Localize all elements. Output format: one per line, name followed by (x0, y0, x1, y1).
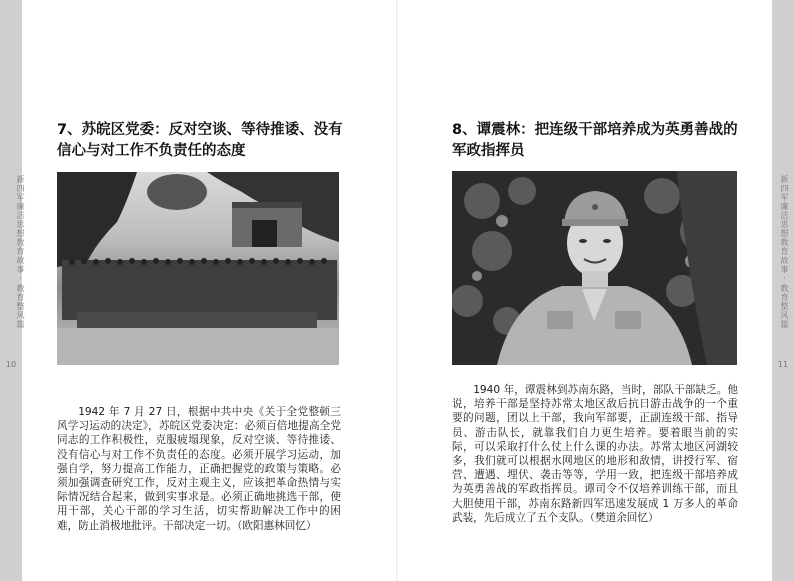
left-paragraph: 1942 年 7 月 27 日，根据中共中央《关于全党整顿三风学习运动的决定》，苏皖区党委决定：必须百倍地提高全党同志的工作积极性，克服疲塌现象，反对空谈、等待推诿、没有信心与对工作不负责任的态度。必须开展学习运动，加强自学，努力提高工作能力，正确把握党的政策与策略。必须加强调查研究工作，反对主观主义，应该把革命热情与实际情况结合起来，做到实事求是。必须正确地挑选干部，使用干部，关心干部的学习生活，切实帮助解决工作中的困难，防止消极地批评。干部决定一切。（欧阳惠林回忆） (57, 406, 341, 532)
right-page-number: 11 (777, 360, 789, 369)
right-running-header: 新四军廉洁思想教育故事·教育整风篇 (780, 175, 789, 329)
left-running-header: 新四军廉洁思想教育故事·教育整风篇 (16, 175, 25, 329)
right-section-title: 8、谭震林：把连级干部培养成为英勇善战的军政指挥员 (452, 122, 738, 159)
left-page-number: 10 (5, 360, 17, 369)
right-body-text (452, 383, 738, 525)
left-section-title: 7、苏皖区党委：反对空谈、等待推诿、没有信心与对工作不负责任的态度 (57, 122, 343, 159)
left-body-text (57, 405, 341, 533)
group-photo (57, 172, 339, 365)
book-spine (396, 0, 398, 581)
right-paragraph: 1940 年，谭震林到苏南东路，当时，部队干部缺乏。他说，培养干部是坚持苏常太地区敌后抗日游击战争的一个重要的问题，团以上干部，我向军部要，正副连级干部、指导员、游击队长，就靠我们自力更生培养。要着眼当前的实际，可以采取打什么仗上什么课的办法。苏常太地区河湖较多，我们就可以根据水网地区的地形和敌情，讲授行军、宿营、遭遇、埋伏、袭击等等，学用一致，把连级干部培养成为英勇善战的军政指挥员。谭司令不仅培养训练干部，而且大胆使用干部，苏南东路新四军迅速发展成 1 万多人的革命武装，先后成立了五个支队。（樊道余回忆） (452, 384, 738, 524)
portrait-photo (452, 171, 737, 365)
